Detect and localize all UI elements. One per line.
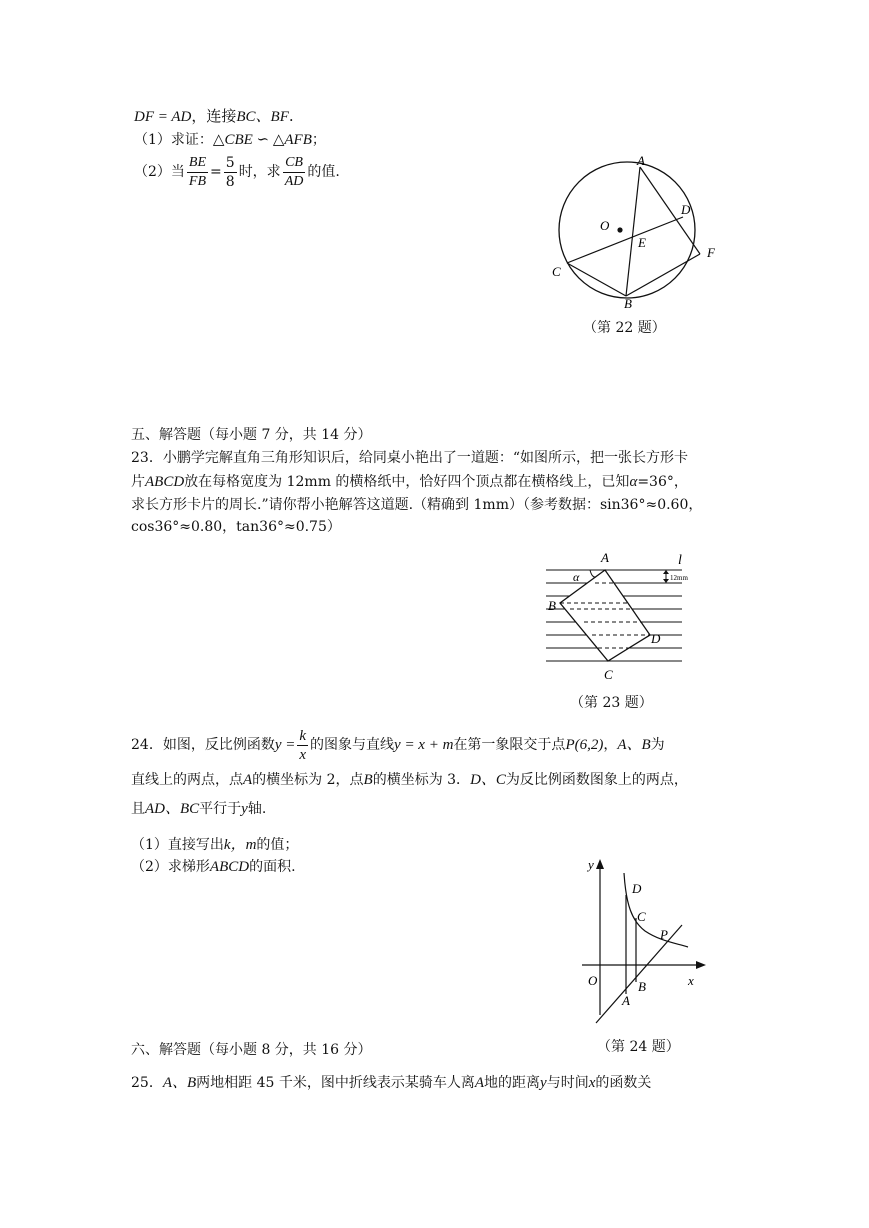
q24-a: A (243, 772, 253, 788)
q22-line1 (134, 106, 294, 127)
q22-similar-expr: △CBE ∽ △AFB (212, 132, 312, 148)
frac-den: AD (284, 173, 304, 189)
q22-bf: BF (270, 109, 289, 125)
label-c: C (637, 909, 646, 924)
label-a: A (622, 993, 630, 1008)
q22-connect-text: ，连接 (191, 107, 237, 125)
q24-line3 (131, 799, 266, 819)
q24-abcd: ABCD (209, 859, 250, 875)
circle-o (559, 162, 695, 298)
q24-p2a: （2）求梯形 (131, 859, 210, 875)
q23-line2 (131, 472, 688, 492)
q23-abcd: ABCD (145, 474, 185, 490)
q24-l3c: 轴. (247, 801, 267, 817)
q22-part2-mid: 时，求 (238, 164, 281, 180)
q24-line1 (131, 725, 665, 765)
q22-caption: （第 22 题） (583, 320, 666, 336)
section6-heading: 六、解答题（每小题 8 分，共 16 分） (131, 1042, 372, 1058)
q25-d: 与时间 (546, 1075, 589, 1091)
q24-l1d: ， (603, 737, 618, 753)
q22-frac-be-fb (187, 154, 208, 191)
q25-line1 (131, 1073, 651, 1093)
q22-df-ad: DF = AD (134, 109, 192, 125)
q24-dc: D、C (470, 772, 506, 788)
q24-ab: A、B (617, 737, 651, 753)
q24-l2c: 的横坐标为 3． (372, 772, 471, 788)
frac-den: 8 (225, 173, 235, 190)
q24-l2a: 直线上的两点，点 (131, 772, 243, 788)
x-axis-arrow (696, 961, 706, 969)
q22-part2-prefix: （2）当 (134, 164, 185, 180)
angle-alpha-arc (590, 570, 596, 577)
q22-part2 (134, 152, 340, 192)
frac-num: CB (283, 154, 306, 173)
label-e: E (638, 235, 646, 250)
q24-line2 (131, 770, 688, 790)
segment-af (640, 167, 700, 254)
q24-y: y (241, 801, 248, 817)
q22-figure (540, 150, 740, 320)
label-d: D (681, 202, 691, 217)
q24-part2 (131, 857, 296, 877)
label-x: x (688, 973, 694, 988)
q24-part1 (131, 835, 298, 855)
center-dot (617, 227, 622, 232)
q24-l1c: 在第一象限交于点 (453, 737, 566, 753)
q24-km: k，m (223, 837, 257, 853)
frac-num: BE (187, 154, 208, 173)
label-alpha: α (573, 570, 580, 584)
arrow-head-down (663, 579, 669, 583)
label-12mm: 12mm (670, 574, 688, 582)
q24-p1a: （1）直接写出 (131, 837, 224, 853)
q22-part2-suffix: 的值. (307, 164, 340, 180)
q24-l1a: 24．如图，反比例函数 (131, 737, 275, 753)
q24-l2d: 为反比例函数图象上的两点， (505, 772, 688, 788)
label-b: B (548, 598, 556, 613)
frac-num: k (299, 727, 307, 744)
q25-a: 25． (131, 1075, 163, 1091)
q22-bc: BC、 (236, 109, 271, 125)
q24-l3a: 且 (131, 801, 145, 817)
q24-figure (570, 855, 720, 1025)
label-p: P (660, 927, 668, 942)
label-y: y (588, 857, 594, 872)
q23-figure (540, 548, 710, 688)
line-y-x-m (596, 925, 682, 1023)
q24-l1e: 为 (650, 737, 665, 753)
q23-l2e: =36°， (637, 474, 688, 490)
frac-den: x (299, 746, 307, 763)
q25-b: 两地相距 45 千米，图中折线表示某骑车人离 (196, 1075, 475, 1091)
q25-c: 地的距离 (484, 1075, 541, 1091)
q23-l2c: 放在每格宽度为 12mm 的横格纸中，恰好四个顶点都在横格线上，已知 (184, 474, 630, 490)
q24-line-expr: y = x + m (394, 737, 454, 753)
q24-b: B (363, 772, 373, 788)
q24-func: y = (274, 737, 296, 753)
arrow-head-up (663, 570, 669, 574)
q23-line4: cos36°≈0.80，tan36°≈0.75） (131, 519, 341, 535)
label-d: D (632, 881, 642, 896)
label-c: C (604, 667, 613, 682)
q24-p1b: 的值； (256, 837, 299, 853)
label-c: C (552, 264, 561, 279)
q22-eq: = (210, 164, 222, 180)
segment-bf (626, 254, 700, 296)
q24-l1b: 的图象与直线 (310, 737, 395, 753)
q25-ab: A、B (162, 1075, 197, 1091)
q23-l2a: 片 (131, 474, 145, 490)
q23-alpha: α (629, 474, 638, 490)
q22-frac-5-8 (224, 154, 237, 191)
label-o: O (588, 973, 598, 988)
q25-A: A (474, 1075, 485, 1091)
q25-y: y (540, 1075, 547, 1091)
section5-heading: 五、解答题（每小题 7 分，共 14 分） (131, 427, 372, 443)
q24-l2b: 的横坐标为 2，点 (252, 772, 364, 788)
frac-num: 5 (225, 154, 235, 171)
q24-point-p: P(6,2) (565, 737, 604, 753)
q22-part1-suffix: ； (311, 132, 326, 148)
label-b: B (638, 979, 646, 994)
q22-frac-cb-ad (283, 154, 306, 191)
y-axis-arrow (596, 859, 604, 869)
label-a: A (637, 153, 645, 168)
q23-line1: 23．小鹏学完解直角三角形知识后，给同桌小艳出了一道题：“如图所示，把一张长方形卡 (131, 450, 688, 466)
label-b: B (624, 296, 632, 311)
q25-e: 的函数关 (595, 1075, 652, 1091)
q23-caption: （第 23 题） (570, 695, 653, 711)
q24-ad-bc: AD、BC (145, 801, 200, 817)
label-o: O (600, 218, 610, 233)
q24-frac-k-x (297, 727, 308, 764)
frac-den: FB (188, 173, 207, 189)
q24-p2b: 的面积. (249, 859, 296, 875)
q24-l3b: 平行于 (199, 801, 242, 817)
q22-period: . (288, 107, 294, 125)
label-a: A (601, 550, 609, 565)
q22-part1-prefix: （1）求证： (134, 132, 213, 148)
q24-caption: （第 24 题） (597, 1039, 680, 1055)
q23-line3: 求长方形卡片的周长.”请你帮小艳解答这道题.（精确到 1mm）（参考数据：sin36°≈0.60， (131, 497, 703, 513)
chord-cd (567, 217, 683, 263)
chord-ab (626, 167, 640, 296)
label-d: D (651, 631, 661, 646)
label-f: F (707, 245, 715, 260)
q22-part1 (134, 130, 326, 150)
label-l: l (678, 553, 682, 568)
q25-x: x (588, 1075, 596, 1091)
